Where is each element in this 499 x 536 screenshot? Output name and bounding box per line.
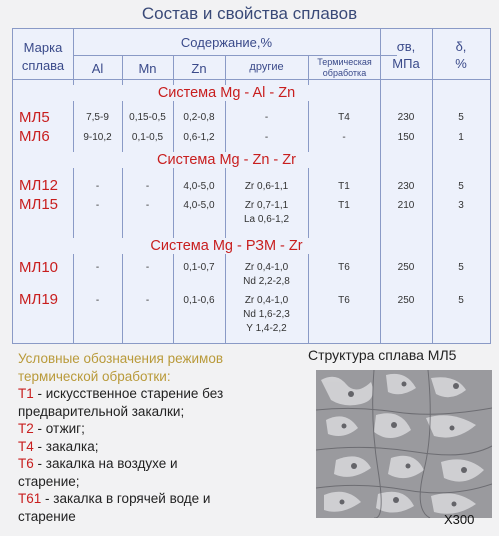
system-label: Система Mg - Zn - Zr bbox=[73, 152, 380, 168]
legend-item-cont: старение bbox=[18, 508, 76, 524]
al-value: 9-10,2 bbox=[83, 132, 112, 143]
legend-text: - закалка; bbox=[33, 438, 99, 454]
grade-label: МЛ5 bbox=[19, 109, 50, 126]
system-label: Система Mg - РЗМ - Zr bbox=[73, 238, 380, 254]
sigma-value: 230 bbox=[397, 112, 415, 123]
heat-value: T4 bbox=[338, 112, 350, 123]
header-delta-unit: % bbox=[455, 56, 467, 71]
al-value: - bbox=[95, 295, 100, 306]
legend-text: - отжиг; bbox=[33, 421, 85, 436]
other-value: Zr 0,4-1,0 bbox=[244, 295, 289, 306]
grade-label: МЛ19 bbox=[19, 291, 59, 308]
legend-item-cont: предварительной закалки; bbox=[18, 403, 185, 419]
header-heat: Термическая обработка bbox=[317, 57, 372, 78]
sigma-value: 150 bbox=[397, 132, 415, 143]
al-value: 7,5-9 bbox=[86, 112, 109, 123]
al-value: - bbox=[95, 262, 100, 273]
heat-value: T6 bbox=[338, 295, 350, 306]
zn-value: 4,0-5,0 bbox=[183, 181, 215, 192]
legend-item-cont: старение; bbox=[18, 473, 80, 489]
legend-item bbox=[18, 438, 223, 456]
other-value: - bbox=[264, 132, 269, 143]
mn-value: - bbox=[145, 181, 150, 192]
grade-label: МЛ12 bbox=[19, 177, 59, 194]
other-value: La 0,6-1,2 bbox=[243, 214, 290, 225]
mn-value: - bbox=[145, 200, 150, 211]
header-grade: Марка сплава bbox=[21, 40, 65, 73]
sigma-value: 250 bbox=[397, 262, 415, 273]
photo-title: Структура сплава МЛ5 bbox=[308, 347, 457, 363]
heat-value: T1 bbox=[338, 181, 350, 192]
delta-value: 5 bbox=[458, 112, 464, 123]
mn-value: - bbox=[145, 295, 150, 306]
legend-item bbox=[18, 385, 223, 403]
mn-value: 0,15-0,5 bbox=[129, 112, 166, 123]
header-other: другие bbox=[249, 61, 284, 73]
grade-label: МЛ6 bbox=[19, 128, 50, 145]
zn-value: 4,0-5,0 bbox=[183, 200, 215, 211]
heat-value: T6 bbox=[338, 262, 350, 273]
legend-text: - искусственное старение без bbox=[33, 386, 224, 401]
legend-text: - закалка в горячей воде и bbox=[41, 491, 211, 506]
sigma-value: 210 bbox=[397, 200, 415, 211]
header-sigma-unit: МПа bbox=[392, 56, 420, 71]
legend-item bbox=[18, 490, 223, 508]
delta-value: 5 bbox=[458, 262, 464, 273]
other-value: Zr 0,4-1,0 bbox=[244, 262, 289, 273]
legend-text: - закалка на воздухе и bbox=[33, 456, 178, 471]
legend-item bbox=[18, 420, 223, 438]
legend-code: T1 bbox=[18, 386, 34, 401]
legend-code: T4 bbox=[18, 438, 34, 454]
delta-value: 3 bbox=[458, 200, 464, 211]
system-label: Система Mg - Al - Zn bbox=[73, 85, 380, 101]
delta-value: 5 bbox=[458, 295, 464, 306]
grade-label: МЛ15 bbox=[19, 196, 59, 213]
al-value: - bbox=[95, 181, 100, 192]
zn-value: 0,6-1,2 bbox=[183, 132, 215, 143]
other-value: Y 1,4-2,2 bbox=[246, 323, 287, 334]
header-mn: Mn bbox=[138, 61, 157, 76]
header-al: Al bbox=[91, 61, 104, 76]
legend-code: T6 bbox=[18, 456, 34, 471]
microstructure-texture bbox=[316, 370, 492, 518]
grade-label: МЛ10 bbox=[19, 259, 59, 276]
sigma-value: 230 bbox=[397, 181, 415, 192]
al-value: - bbox=[95, 200, 100, 211]
microstructure-image bbox=[316, 370, 492, 518]
page-title: Состав и свойства сплавов bbox=[141, 4, 358, 23]
header-sigma: σв, bbox=[396, 39, 416, 54]
magnification-label: X300 bbox=[444, 512, 475, 527]
heat-value: T1 bbox=[338, 200, 350, 211]
heat-value: - bbox=[342, 132, 346, 143]
zn-value: 0,1-0,7 bbox=[183, 262, 215, 273]
legend-code: T2 bbox=[18, 421, 34, 436]
zn-value: 0,1-0,6 bbox=[183, 295, 215, 306]
other-value: - bbox=[264, 112, 269, 123]
other-value: Nd 1,6-2,3 bbox=[243, 309, 290, 320]
alloy-table bbox=[12, 28, 491, 344]
sigma-value: 250 bbox=[397, 295, 415, 306]
header-content: Содержание,% bbox=[180, 35, 273, 50]
legend-code: T61 bbox=[18, 491, 42, 506]
other-value: Zr 0,7-1,1 bbox=[244, 200, 289, 211]
delta-value: 1 bbox=[458, 132, 464, 143]
mn-value: 0,1-0,5 bbox=[131, 132, 164, 143]
legend bbox=[18, 350, 223, 525]
other-value: Nd 2,2-2,8 bbox=[243, 276, 290, 287]
legend-item bbox=[18, 455, 223, 473]
header-delta: δ, bbox=[455, 39, 467, 54]
other-value: Zr 0,6-1,1 bbox=[244, 181, 289, 192]
delta-value: 5 bbox=[458, 181, 464, 192]
legend-title: Условные обозначения режимов bbox=[18, 351, 223, 366]
legend-title: термической обработки: bbox=[18, 368, 171, 384]
header-bottom-line bbox=[13, 79, 490, 80]
header-zn: Zn bbox=[191, 61, 207, 76]
zn-value: 0,2-0,8 bbox=[183, 112, 215, 123]
mn-value: - bbox=[145, 262, 150, 273]
